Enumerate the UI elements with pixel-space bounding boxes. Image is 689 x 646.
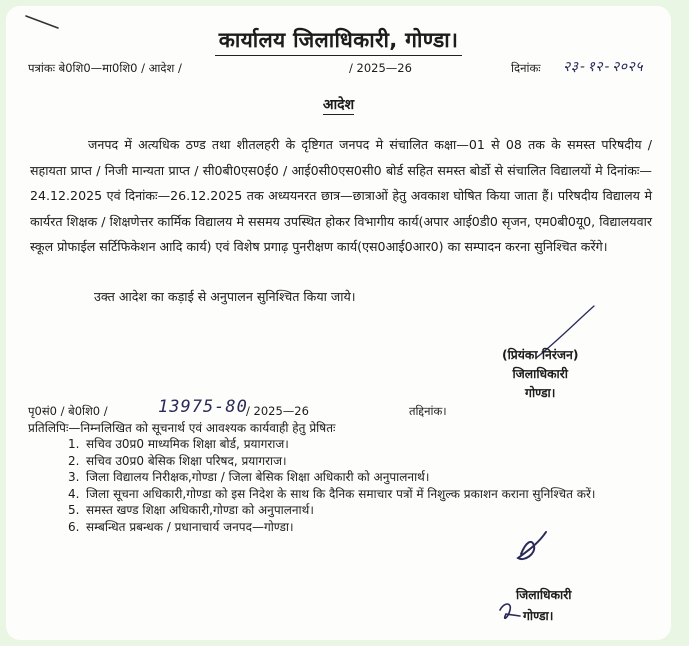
endorsement-date: तद्दिनांक। [409,404,447,418]
signatory2-designation: जिलाधिकारी [516,588,572,602]
order-document [6,6,671,640]
signatory2-location: गोण्डा। [523,609,554,623]
date-label: दिनांकः [511,61,541,75]
signatory-name: (प्रियंका निरंजन) [502,348,579,362]
order-body: जनपद में अत्यधिक ठण्ड तथा शीतलहरी के दृष्टिगत जनपद मे संचालित कक्षा—01 से 08 तक के समस्त परिषदीय / सहायता प्राप्त / निजी मान्यता प्राप्त / सी0बी0एस0ई0 / आई0सी0एस0सी0 बोर्ड सहित समस्त बोर्डो से संचालित विद्यालयों मे दिनांकः—24.12.2025 एवं दिनांकः—26.12.2025 तक अध्ययनरत छात्र—छात्राओं हेतु अवकाश घोषित किया जाता हैं। परिषदीय विद्यालय मे कार्यरत शिक्षक / शिक्षणेत्तर कार्मिक विद्यालय मे ससमय उपस्थित होकर विभागीय कार्य(अपार आई0डी0 सृजन, एम0बी0यू0, विद्यालयवार स्कूल प्रोफाईल सर्टिफिकेशन आदि कार्य) एवं विशेष प्रगाढ़ पुनरीक्षण कार्य(एस0आई0आर0) का सम्पादन करना सुनिश्चित करेंगे। [30,137,652,254]
list-item: 5. समस्त खण्ड शिक्षा अधिकारी,गोण्डा को अनुपालनार्थ। [68,503,314,518]
signature-initial-3 [500,604,520,618]
office-title: कार्यालय जिलाधिकारी, गोण्डा। [6,26,671,56]
list-item: 1. सचिव उ0प्र0 माध्यमिक शिक्षा बोर्ड, प्रयागराज। [68,437,289,451]
signature-initial-2 [518,532,546,559]
list-item: 4. जिला सूचना अधिकारी,गोण्डा को इस निदेश के साथ कि दैनिक समाचार पत्रों में निशुल्क प्रकाशन कराना सुनिश्चित करें। [68,486,596,501]
list-item: 6. सम्बन्धित प्रबन्धक / प्रधानाचार्य जनपद—गोण्डा। [68,519,294,534]
reference-number: पत्रांकः बे0शि0—मा0शि0 / आदेश / [28,61,182,75]
list-item: 3. जिला विद्यालय निरीक्षक,गोण्डा / जिला बेसिक शिक्षा अधिकारी को अनुपालनार्थ। [68,470,430,485]
order-heading: आदेश [322,97,355,113]
signatory-location: गोण्डा। [525,386,556,400]
endorsement-handwritten-number: 13975-80 [158,397,248,417]
endorsement-ref: पृ0सं0 / बे0शि0 / [28,404,108,418]
handwritten-date: २३-१२-२०२५ [563,59,644,75]
reference-year: / 2025—26 [349,61,412,75]
signatory-designation: जिलाधिकारी [512,367,568,381]
list-item: 2. सचिव उ0प्र0 बेसिक शिक्षा परिषद, प्रयागराज। [68,453,287,468]
endorsement-year: / 2025—26 [246,404,309,418]
copy-to-line: प्रतिलिपिः—निम्नलिखित को सूचनार्थ एवं आवश्यक कार्यवाही हेतु प्रेषितः [28,421,336,435]
compliance-line: उक्त आदेश का कड़ाई से अनुपालन सुनिश्चित किया जाये। [94,289,356,304]
signature-block [502,346,578,403]
recipient-list [68,436,628,536]
